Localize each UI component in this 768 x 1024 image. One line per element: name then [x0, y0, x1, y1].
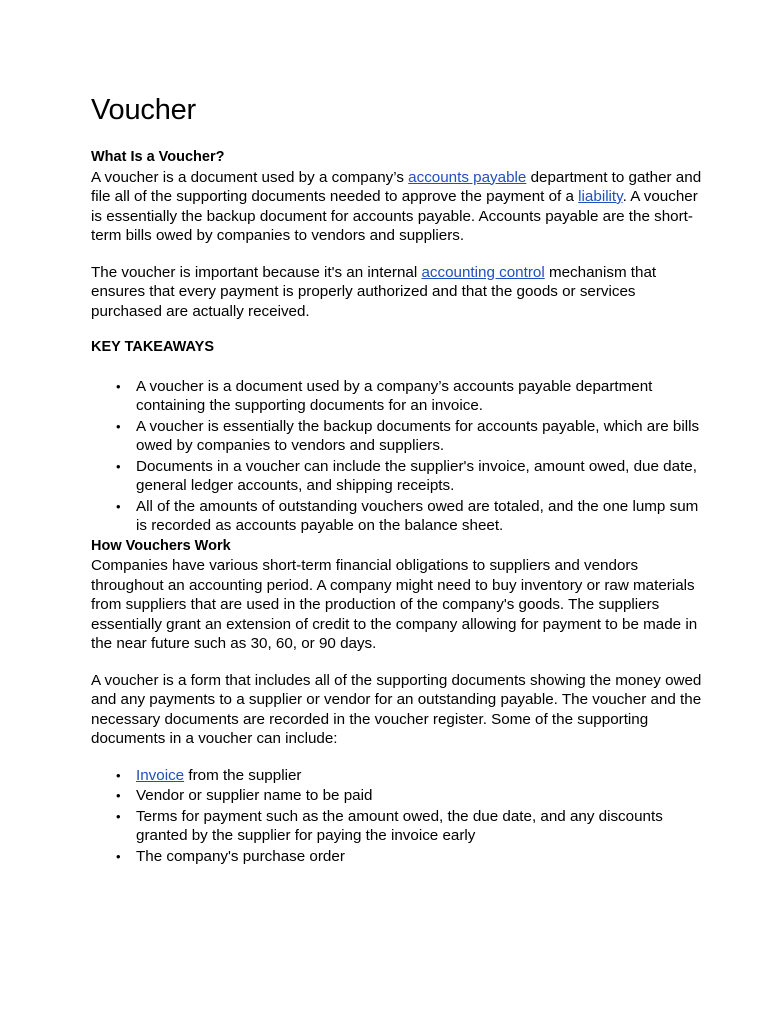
paragraph-voucher-form: A voucher is a form that includes all of the supporting documents showing the money owed and any payments to a supplier or vendor for an outstanding payable. The voucher and the necessary documents are recorded in the voucher register. Some of the supporting documents in a voucher can include: — [91, 671, 702, 747]
list-item — [91, 417, 708, 456]
section-heading-how-vouchers-work: How Vouchers Work — [91, 537, 231, 554]
link-invoice[interactable]: Invoice — [136, 766, 185, 784]
list-item — [91, 497, 708, 536]
paragraph-short-term-obligations: Companies have various short-term financial obligations to suppliers and vendors throughout an accounting period. A company might need to buy inventory or raw materials from suppliers that are used in the production of the company's goods. The suppliers essentially grant an extension of credit to the company allowing for payment to be made in the near future such as 30, 60, or 90 days. — [91, 557, 698, 652]
list-item-text: from the supplier — [184, 766, 302, 784]
link-accounts-payable[interactable]: accounts payable — [408, 168, 527, 186]
list-item — [91, 377, 708, 416]
list-item-text: A voucher is essentially the backup documents for accounts payable, which are bills owed by companies to vendors and suppliers. — [136, 417, 700, 454]
list-item — [91, 457, 708, 496]
page-title: Voucher — [91, 94, 197, 126]
bullet-icon: • — [116, 498, 121, 514]
bullet-icon: • — [116, 848, 121, 864]
list-item — [91, 847, 708, 867]
paragraph-text: A voucher is a document used by a company’s — [91, 168, 409, 186]
paragraph-voucher-importance — [91, 263, 708, 322]
key-takeaways-list — [91, 377, 708, 536]
list-item-text: A voucher is a document used by a company’s accounts payable department containing the supporting documents for an invoice. — [136, 377, 653, 414]
list-item-text: The company's purchase order — [136, 847, 345, 865]
list-item-text: Terms for payment such as the amount owed, the due date, and any discounts granted by the supplier for paying the invoice early — [136, 807, 663, 844]
bullet-icon: • — [116, 767, 121, 783]
paragraph-text: mechanism that ensures that every payment is properly authorized and that the goods or services purchased are actually received. — [91, 263, 657, 320]
paragraph-voucher-definition — [91, 168, 708, 246]
list-item-text: All of the amounts of outstanding vouchers owed are totaled, and the one lump sum is recorded as accounts payable on the balance sheet. — [136, 497, 699, 534]
key-takeaways-heading: KEY TAKEAWAYS — [91, 339, 215, 355]
section-heading-what-is-voucher: What Is a Voucher? — [91, 149, 225, 165]
list-item — [91, 807, 708, 846]
bullet-icon: • — [116, 788, 121, 803]
paragraph-text: department to gather and file all of the supporting documents needed to approve the payment of a — [91, 168, 702, 205]
list-item — [91, 786, 708, 806]
list-item — [91, 766, 708, 786]
bullet-icon: • — [116, 808, 121, 824]
paragraph-text: . A voucher is essentially the backup document for accounts payable. Accounts payable are the short-term bills owed by companies to vendors and suppliers. — [91, 188, 698, 244]
list-item-text: Documents in a voucher can include the supplier's invoice, amount owed, due date, general ledger accounts, and shipping receipts. — [136, 457, 697, 494]
link-accounting-control[interactable]: accounting control — [421, 263, 545, 281]
bullet-icon: • — [116, 378, 121, 394]
paragraph-text: The voucher is important because it's an internal — [91, 263, 422, 281]
bullet-icon: • — [116, 418, 121, 434]
link-liability[interactable]: liability — [578, 188, 623, 205]
bullet-icon: • — [116, 458, 121, 474]
supporting-documents-list — [91, 766, 708, 867]
list-item-text: Vendor or supplier name to be paid — [136, 787, 373, 804]
